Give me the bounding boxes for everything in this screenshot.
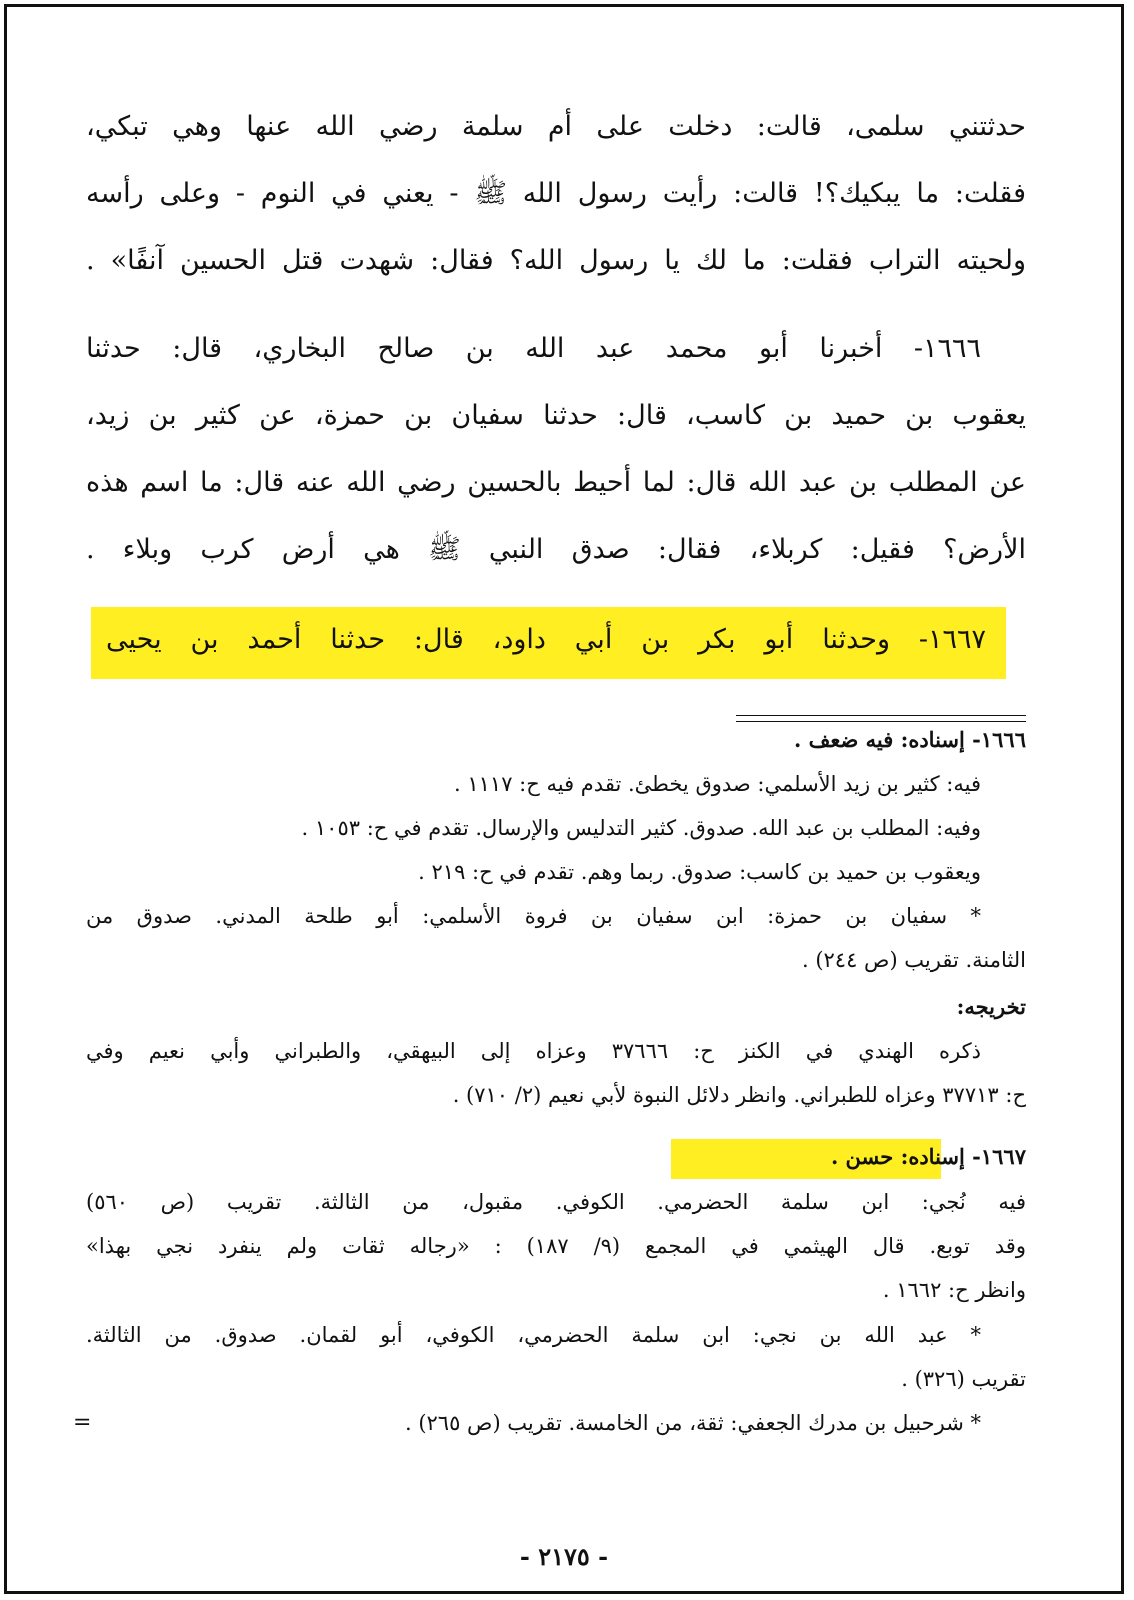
- note-line: فيه نُجي: ابن سلمة الحضرمي. الكوفي. مقبول، من الثالثة. تقريب (ص ٥٦٠): [86, 1190, 1026, 1214]
- note-heading-1667: ١٦٦٧- إسناده: حسن .: [830, 1144, 1026, 1169]
- main-line: يعقوب بن حميد بن كاسب، قال: حدثنا سفيان بن حمزة، عن كثير بن زيد،: [86, 400, 1026, 431]
- note-line: ح: ٣٧٧١٣ وعزاه للطبراني. وانظر دلائل النبوة لأبي نعيم (٢/ ٧١٠) .: [452, 1083, 1026, 1107]
- note-line: * شرحبيل بن مدرك الجعفي: ثقة، من الخامسة. تقريب (ص ٢٦٥) .: [404, 1411, 981, 1435]
- note-line: ويعقوب بن حميد بن كاسب: صدوق. ربما وهم. تقدم في ح: ٢١٩ .: [418, 860, 981, 884]
- footnote-separator: [736, 715, 1026, 716]
- note-heading-takhrij: تخريجه:: [956, 994, 1026, 1019]
- note-line: وفيه: المطلب بن عبد الله. صدوق. كثير التدليس والإرسال. تقدم في ح: ١٠٥٣ .: [301, 816, 981, 840]
- page-number: - ٢١٧٥ -: [519, 1542, 609, 1571]
- note-line: وقد توبع. قال الهيثمي في المجمع (٩/ ١٨٧) : «رجاله ثقات ولم ينفرد نجي بهذا»: [86, 1234, 1026, 1258]
- document-page: [7, 7, 1121, 1591]
- note-line: تقريب (٣٢٦) .: [901, 1367, 1026, 1391]
- page-frame: [4, 4, 1124, 1594]
- note-line: وانظر ح: ١٦٦٢ .: [882, 1278, 1026, 1302]
- main-line: فقلت: ما يبكيك؟! قالت: رأيت رسول الله ﷺ - يعني في النوم - وعلى رأسه: [86, 178, 1026, 209]
- note-line: الثامنة. تقريب (ص ٢٤٤) .: [801, 948, 1026, 972]
- main-line: عن المطلب بن عبد الله قال: لما أحيط بالحسين رضي الله عنه قال: ما اسم هذه: [86, 467, 1026, 498]
- note-line: * عبد الله بن نجي: ابن سلمة الحضرمي، الكوفي، أبو لقمان. صدوق. من الثالثة.: [86, 1323, 981, 1347]
- note-line: ذكره الهندي في الكنز ح: ٣٧٦٦٦ وعزاه إلى البيهقي، والطبراني وأبي نعيم وفي: [86, 1039, 981, 1063]
- main-line-hadith-1666: ١٦٦٦- أخبرنا أبو محمد عبد الله بن صالح البخاري، قال: حدثنا: [86, 333, 981, 364]
- footnote-separator: [736, 721, 1026, 722]
- main-line-hadith-1667: ١٦٦٧- وحدثنا أبو بكر بن أبي داود، قال: حدثنا أحمد بن يحيى: [106, 624, 986, 655]
- note-line: فيه: كثير بن زيد الأسلمي: صدوق يخطئ. تقدم فيه ح: ١١١٧ .: [454, 772, 981, 796]
- main-line: ولحيته التراب فقلت: ما لك يا رسول الله؟ فقال: شهدت قتل الحسين آنفًا» .: [86, 245, 1026, 276]
- main-line: حدثتني سلمى، قالت: دخلت على أم سلمة رضي الله عنها وهي تبكي،: [86, 111, 1026, 142]
- note-line: * سفيان بن حمزة: ابن سفيان بن فروة الأسلمي: أبو طلحة المدني. صدوق من: [86, 904, 981, 928]
- note-heading-1666: ١٦٦٦- إسناده: فيه ضعف .: [793, 727, 1026, 752]
- continuation-mark: =: [73, 1410, 92, 1435]
- main-line: الأرض؟ فقيل: كربلاء، فقال: صدق النبي ﷺ هي أرض كرب وبلاء .: [86, 534, 1026, 565]
